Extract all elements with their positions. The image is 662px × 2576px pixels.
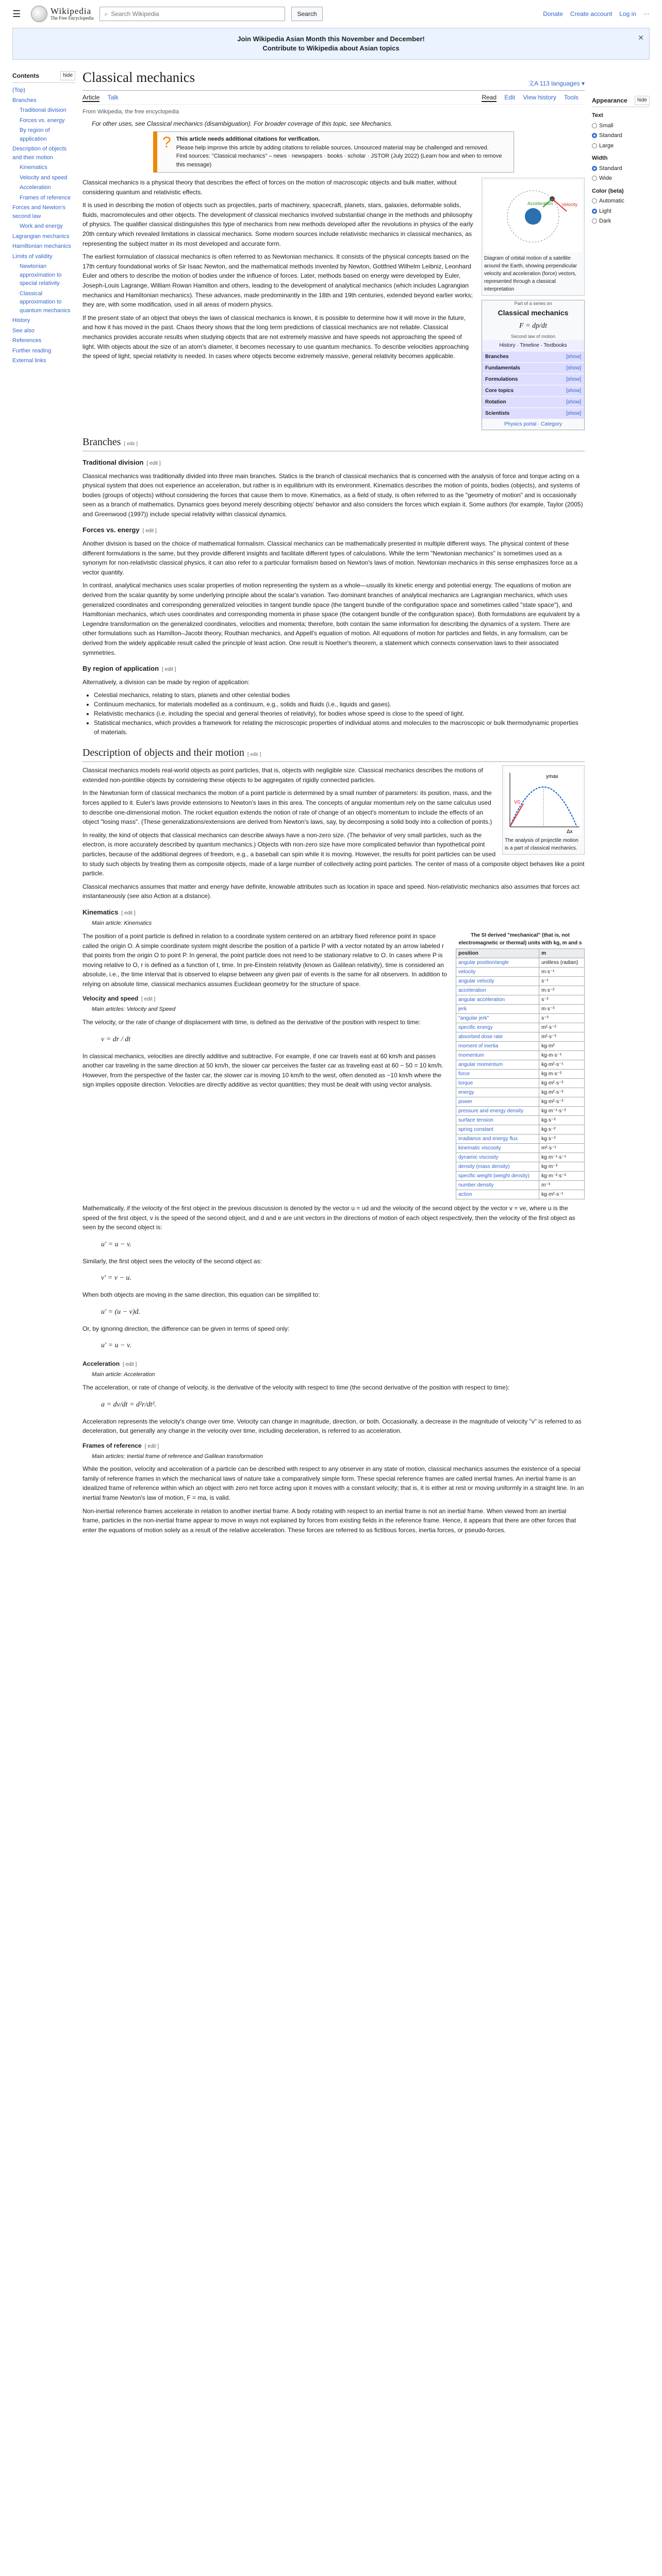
sidebar-row[interactable]: Rotation [show] (482, 396, 584, 408)
figure-caption: Diagram of orbital motion of a satellite around the Earth, showing perpendicular velocity and acceleration (force) vectors, represented through a classical interpretation (484, 256, 577, 292)
table-row: angular velocity s⁻¹ (456, 976, 585, 986)
table-row: momentum kg·m·s⁻¹ (456, 1050, 585, 1060)
table-row: number density m⁻³ (456, 1180, 585, 1190)
toc-item[interactable]: Kinematics (20, 164, 47, 171)
width-standard-option[interactable]: Standard (592, 164, 650, 173)
show-toggle[interactable]: [show] (566, 377, 581, 382)
languages-button[interactable]: 文A 113 languages ▾ (528, 79, 585, 87)
toc-item[interactable]: Lagrangian mechanics (12, 233, 70, 240)
banner-line-2[interactable]: Contribute to Wikipedia about Asian topics (262, 44, 400, 52)
from-wikipedia: From Wikipedia, the free encyclopedia (82, 108, 179, 115)
table-row: jerk m·s⁻³ (456, 1004, 585, 1013)
site-header (0, 0, 662, 28)
toc-item[interactable]: Velocity and speed (20, 174, 68, 181)
toc-item[interactable]: References (12, 337, 42, 344)
v0-label: V0 (514, 800, 521, 806)
toc-item[interactable]: History (12, 317, 30, 324)
tab-talk[interactable]: Talk (107, 93, 119, 101)
show-toggle[interactable]: [show] (566, 411, 581, 416)
tab-history[interactable]: View history (523, 93, 556, 101)
table-row: power kg·m²·s⁻³ (456, 1097, 585, 1106)
toc-item[interactable]: Forces and Newton's second law (12, 205, 65, 219)
table-row: torque kg·m²·s⁻² (456, 1078, 585, 1088)
table-row: specific weight (weight density) kg·m⁻²·s⁻² (456, 1171, 585, 1180)
ymax-label: ymax (546, 774, 558, 780)
section-forces-vs-energy: Forces vs. energy [ edit ] (82, 526, 157, 534)
list-item: • Statistical mechanics, which provides a framework for relating the microscopic properties of individual atoms and molecules to the macroscopic or bulk thermodynamic properties of materials. (94, 718, 585, 737)
width-wide-option[interactable]: Wide (592, 174, 650, 183)
toc-item[interactable]: Hamiltonian mechanics (12, 243, 71, 249)
table-row: angular position/angle unitless (radian) (456, 958, 585, 967)
color-dark-option[interactable]: Dark (592, 217, 650, 226)
region-list (94, 690, 585, 737)
toc-hide-button[interactable]: hide (60, 71, 75, 80)
tab-tools[interactable]: Tools (564, 93, 578, 101)
table-row: absorbed dose rate m²·s⁻³ (456, 1032, 585, 1041)
article-content: Classical mechanics 文A 113 languages ▾ Article Talk Read Edit View history Tools From Wikipedia, the free encyclopedia For other uses, see Classical mechanics (disambiguation). For broader coverage of this topic, see Mechanics. ? This article needs additional citations for verification. Please help improve this article by adding citations to reliable sources. Unsourced material may be challenged and removed. Find sources: "Classical mechanics" – news · newspapers · books · scholar · JSTOR (July 2022) (Learn how and when to remove this message) Velocity Acceleration Diagram of orbital motion of a satellite around the Earth, showing perpendicular velocity and acceleration (force) vectors, represented through a classical interpretation Part of a series on Classical mechanics F = dp/dt Second law of motion History · Timeline · Textbooks Branches [show] Fundamentals [show] Formulations [show] Core topics [show] Rotation [show] Scientists [show] Physics portal · Category Classical mechanics is a physical theory that describes the effect of forces on the motion of macroscopic objects and bulk matter, without considering quantum and relativistic effects. It is used in describing the motion of objects such as projectiles, parts of machinery, spacecraft, planets, stars, galaxies, deformable solids, fluids, macromolecules and other objects. The development of classical mechanics involved substantial change in the methods and philosophy of physics. The qualifier classical distinguishes this type of mechanics from new methods developed after the revolutions in physics of the early 20th century which revealed limitations in classical mechanics. Some modern sources include relativistic mechanics in classical mechanics, as representing the subject matter in its most developed and accurate form. The earliest formulation of classical mechanics is often referred to as Newtonian mechanics. It consists of the physical concepts based on the 17th century foundational works of Sir Isaac Newton, and the mathematical methods invented by Newton, Gottfried Wilhelm Leibniz, Leonhard Euler and others to describe the motion of bodies under the influence of forces. Later, methods based on energy were developed by Euler, Joseph-Louis Lagrange, William Rowan Hamilton and others, leading to the development of analytical mechanics (which includes Lagrangian mechanics and Hamiltonian mechanics). These advances, made predominantly in the 18th and 19th centuries, extended beyond earlier works; they are, with some modification, used in all areas of modern physics. If the present state of an object that obeys the laws of classical mechanics is known, it is possible to determine how it will move in the future, and how it has moved in the past. Chaos theory shows that the long term predictions of classical mechanics are not reliable. Classical mechanics provides accurate results when studying objects that are not extremely massive and have speeds not approaching the speed of light. With objects about the size of an atom's diameter, it becomes necessary to use quantum mechanics. To describe velocities approaching the speed of light, special relativity is needed. In cases where objects become extremely massive, general relativity becomes applicable. Branches [ edit ] Traditional division [ edit ] Classical mechanics was traditionally divided into three main branches. Statics is the branch of classical mechanics that is concerned with the analysis of force and torque acting on a physical system that does not experience an acceleration, but rather is in equilibrium with its environment. Kinematics describes the motion of points, bodies (objects), and systems of bodies (groups of objects) without considering the forces that cause them to move. Kinematics, as a field of study, is often referred to as the "geometry of motion" and is occasionally seen as a branch of mathematics. Dynamics goes beyond merely describing objects' behavior and also considers the forces which explain it. Some authors (for example, Taylor (2005) and Greenwood (1997)) include special relativity within classical dynamics. Forces vs. energy [ edit ] Another division is based on the choice of mathematical formalism. Classical mechanics can be mathematically presented in multiple different ways. The physical content of these different formulations is the same, but they provide different insights and facilitate different types of calculations. While the term "Newtonian mechanics" is sometimes used as a synonym for non-relativistic classical physics, it can also refer to a particular formalism based on Newton's laws of motion. Newtonian mechanics in this sense emphasizes force as a vector quantity. In contrast, analytical mechanics uses scalar properties of motion representing the system as a whole—usually its kinetic energy and potential energy. The equations of motion are derived from the scalar quantity by some underlying principle about the scalar's variation. Two dominant branches of analytical mechanics are Lagrangian mechanics, which uses generalized coordinates and corresponding generalized velocities in tangent bundle space (the tangent bundle of the configuration space and sometimes called "state space"), and Hamiltonian mechanics, which uses coordinates and corresponding momenta in phase space (the cotangent bundle of the configuration space). Both formulations are equivalent by a Legendre transformation on the generalized coordinates, velocities and momenta; therefore, both contain the same information for describing the dynamics of a system. There are other formulations such as Hamilton–Jacobi theory, Routhian mechanics, and Appell's equation of motion. All equations of motion for particles and fields, in any formalism, can be derived from the widely applicable result called the principle of least action. One result is Noether's theorem, a statement which connects conservation laws to their associated symmetries. By region of application [ edit ] Alternatively, a division can be made by region of application: • Celestial mechanics, relating to stars, planets and other celestial bodies • Continuum mechanics, for materials modelled as a continuum, e.g., solids and fluids (i.e., liquids and gases). • Relativistic mechanics (i.e. including the special and general theories of relativity), for bodies whose speed is close to the speed of light. • Statistical mechanics, which provides a framework for relating the microscopic properties of individual atoms and molecules to the macroscopic or bulk thermodynamic properties of materials. Description of objects and their motion [ edit ] ymax V0 Δx The analysis of projectile motion is a part of classical mechanics. Classical mechanics models real-world objects as point particles, that is, objects with negligible size. Classical mechanics describes the motions of extended non-pointlike objects by considering these objects to be aggregates of rigidly connected particles. In the Newtonian form of classical mechanics the motion of a point particle is determined by a small number of parameters: its position, mass, and the forces applied to it. Euler's laws provide extensions to Newton's laws in this area. The concepts of angular momentum rely on the same calculus used to describe one-dimensional motion. The rocket equation extends the notion of rate of change of an object's momentum to include the effects of an object "losing mass". (These generalizations/extensions are derived from Newton's laws, say, by decomposing a solid body into a collection of points.) In reality, the kind of objects that classical mechanics can describe always have a non-zero size. (The behavior of very small particles, such as the electron, is more accurately described by quantum mechanics.) Objects with non-zero size have more complicated behavior than hypothetical point particles, because of the additional degrees of freedom, e.g., a baseball can spin while it is moving. However, the results for point particles can be used to study such objects by treating them as composite objects, made of a large number of collectively acting point particles. The center of mass of a composite object behaves like a point particle. Classical mechanics assumes that matter and energy have definite, knowable attributes such as location in space and speed. Non-relativistic mechanics also assumes that forces act instantaneously (see also Action at a distance). Kinematics [ edit ] Main article: Kinematics The SI derived "mechanical" (that is, not electromagnetic or thermal) units with kg, m and s position m angular position/angle unitless (radian) velocity m·s⁻¹ angular velocity s⁻¹ acceleration m·s⁻² angular acceleration s⁻² jerk m·s⁻³ "angular jerk" s⁻³ specific energy m²·s⁻² absorbed dose rate m²·s⁻³ moment of inertia kg·m² momentum kg·m·s⁻¹ angular momentum kg·m²·s⁻¹ force kg·m·s⁻² torque kg·m²·s⁻² energy kg·m²·s⁻² power kg·m²·s⁻³ pressure and energy density kg·m⁻¹·s⁻² surface tension kg·s⁻² spring constant kg·s⁻² irradiance and energy flux kg·s⁻³ kinematic viscosity m²·s⁻¹ dynamic viscosity kg·m⁻¹·s⁻¹ density (mass density) kg·m⁻³ specific weight (weight density) kg·m⁻²·s⁻² number density m⁻³ action kg·m²·s⁻¹ The position of a point particle is defined in relation to a coordinate system centered on an arbitrary fixed reference point in space called the origin O. A simple coordinate system might describe the position of a particle P with a vector notated by an arrow labeled r that points from the origin O to point P. In general, the point particle does not need to be stationary relative to O. In cases where P is moving relative to O, r is defined as a function of t, time. In pre-Einstein relativity (known as Galilean relativity), time is considered an absolute, i.e., the time interval that is observed to elapse between any given pair of events is the same for all observers. In addition to relying on absolute time, classical mechanics assumes Euclidean geometry for the structure of space. Velocity and speed [ edit ] Main articles: Velocity and Speed The velocity, or the rate of change of displacement with time, is defined as the derivative of the position with respect to time: v = dr / dt In classical mechanics, velocities are directly additive and subtractive. For example, if one car travels east at 60 km/h and passes another car traveling in the same direction at 50 km/h, the slower car perceives the faster car as traveling east at 60 − 50 = 10 km/h. However, from the perspective of the faster car, the slower car is moving 10 km/h to the west, often denoted as −10 km/h where the sign implies opposite direction. Velocities are directly additive as vector quantities; they must be dealt with using vector analysis. Mathematically, if the velocity of the first object in the previous discussion is denoted by the vector u = ud and the velocity of the second object by the vector v = ve, where u is the speed of the first object, v is the speed of the second object, and d and e are unit vectors in the directions of motion of each object respectively, then the velocity of the first object as seen by the second object is: u′ = u − v. Similarly, the first object sees the velocity of the second object as: v′ = v − u. When both objects are moving in the same direction, this equation can be simplified to: u′ = (u − v)d. Or, by ignoring direction, the difference can be given in terms of speed only: u′ = u − v. Acceleration [ edit ] Main article: Acceleration The acceleration, or rate of change of velocity, is the derivative of the velocity with respect to time (the second derivative of the position with respect to time): a = dv/dt = d²r/dt². Acceleration represents the velocity's change over time. Velocity can change in magnitude, direction, or both. Occasionally, a decrease in the magnitude of velocity "v" is referred to as deceleration, but generally any change in the velocity over time, including deceleration, is referred to as acceleration. Frames of reference [ edit ] Main articles: Inertial frame of reference and Galilean transformation While the position, velocity and acceleration of a particle can be described with respect to any observer in any state of motion, classical mechanics assumes the existence of a special family of reference frames in which the mechanical laws of nature take a comparatively simple form. These special reference frames are called inertial frames. An inertial frame is an idealized frame of reference within which an object with zero net force acting upon it moves with a constant velocity; that is, it is either at rest or moving uniformly in a straight line. In an inertial frame Newton's law of motion, F = ma, is valid. Non-inertial reference frames accelerate in relation to another inertial frame. A body rotating with respect to an inertial frame is not an inertial frame. When viewed from an inertial frame, particles in the non-inertial frame appear to move in ways not explained by forces from existing fields in the reference frame. Hence, it appears that there are other forces that enter the equations of motion solely as a result of the relative acceleration. These forces are referred to as fictitious forces, inertia forces, or pseudo-forces. (75, 60, 592, 1538)
wikipedia-logo[interactable] (31, 6, 93, 22)
tab-article[interactable]: Article (82, 93, 100, 101)
toc-item[interactable]: Limits of validity (12, 253, 53, 260)
globe-icon (31, 6, 47, 22)
acceleration-equation: a = dv/dt = d²r/dt². (101, 1400, 157, 1409)
intro-paragraph-4: If the present state of an object that obeys the laws of classical mechanics is known, it is possible to determine how it will move in the future, and how it has moved in the past. Chaos theory shows that the long term predictions of classical mechanics are not reliable. Classical mechanics provides accurate results when studying objects that are not extremely massive and have speeds not approaching the speed of light. With objects about the size of an atom's diameter, it becomes necessary to use quantum mechanics. To describe velocities approaching the speed of light, special relativity is needed. In cases where objects become extremely massive, general relativity becomes applicable. (82, 314, 469, 360)
section-frames: Frames of reference [ edit ] (82, 1442, 159, 1449)
sidebar-row[interactable]: Scientists [show] (482, 408, 584, 419)
color-light-option[interactable]: Light (592, 207, 650, 216)
section-branches: Branches [ edit ] (82, 434, 585, 451)
toc-item[interactable]: Further reading (12, 347, 52, 354)
toc-list (12, 86, 75, 365)
toc-item[interactable]: Work and energy (20, 223, 63, 229)
table-row: "angular jerk" s⁻³ (456, 1013, 585, 1023)
toc-item[interactable]: External links (12, 358, 46, 364)
page-title: Classical mechanics (82, 70, 195, 85)
create-account-link[interactable]: Create account (570, 10, 613, 18)
newton-formula: F = dp/dt (519, 321, 547, 330)
toc-item[interactable]: Frames of reference (20, 194, 71, 201)
table-row: density (mass density) kg·m⁻³ (456, 1162, 585, 1171)
banner-line-1[interactable]: Join Wikipedia Asian Month this November and December! (237, 35, 425, 43)
tagline: The Free Encyclopedia (51, 15, 94, 21)
acceleration-label: Acceleration (527, 201, 553, 206)
intro-paragraph-1: Classical mechanics is a physical theory that describes the effect of forces on the motion of macroscopic objects and bulk matter, without considering quantum and relativistic effects. (82, 179, 457, 196)
search-icon: ⌕ (104, 10, 108, 18)
sidebar-row[interactable]: Core topics [show] (482, 385, 584, 396)
table-row: surface tension kg·s⁻² (456, 1115, 585, 1125)
show-toggle[interactable]: [show] (566, 388, 581, 394)
orbit-figure (482, 178, 585, 296)
color-automatic-option[interactable]: Automatic (592, 197, 650, 206)
close-icon[interactable]: ✕ (638, 33, 644, 42)
main-menu-icon[interactable]: ☰ (12, 8, 21, 19)
appearance-panel: Appearance hide Text Small Standard Large Width Standard Wide Color (beta) Automatic Light Dark (592, 60, 650, 1538)
show-toggle[interactable]: [show] (566, 354, 581, 360)
table-row: force kg·m·s⁻² (456, 1069, 585, 1078)
hatnote: For other uses, see Classical mechanics (disambiguation). For broader coverage of this topic, see Mechanics. (92, 120, 393, 127)
table-row: dynamic viscosity kg·m⁻¹·s⁻¹ (456, 1153, 585, 1162)
table-row: specific energy m²·s⁻² (456, 1023, 585, 1032)
toc-item[interactable]: Classical approximation to quantum mechanics (20, 290, 71, 314)
projectile-figure (502, 765, 585, 855)
dx-label: Δx (567, 829, 573, 835)
section-velocity: Velocity and speed [ edit ] (82, 995, 156, 1003)
toc-item[interactable]: Acceleration (20, 184, 51, 191)
toc-item[interactable]: Forces vs. energy (20, 117, 65, 124)
section-kinematics: Kinematics [ edit ] (82, 908, 136, 916)
more-icon[interactable]: ⋯ (643, 10, 650, 18)
section-by-region: By region of application [ edit ] (82, 665, 176, 673)
section-description: Description of objects and their motion [ edit ] (82, 745, 585, 762)
sidebar-row[interactable]: Formulations [show] (482, 374, 584, 385)
figure-caption: The analysis of projectile motion is a part of classical mechanics. (505, 838, 578, 852)
table-row: pressure and energy density kg·m⁻¹·s⁻² (456, 1106, 585, 1115)
intro-paragraph-3: The earliest formulation of classical mechanics is often referred to as Newtonian mechanics. It consists of the physical concepts based on the 17th century foundational works of Sir Isaac Newton, and the mathematical methods invented by Newton, Gottfried Wilhelm Leibniz, Leonhard Euler and others to describe the motion of bodies under the influence of forces. Later, methods based on energy were developed by Euler, Joseph-Louis Lagrange, William Rowan Hamilton and others, leading to the development of analytical mechanics (which includes Lagrangian mechanics and Hamiltonian mechanics). These advances, made predominantly in the 18th and 19th centuries, extended beyond earlier works; they are, with some modification, used in all areas of modern physics. (82, 253, 473, 309)
tab-read[interactable]: Read (482, 93, 496, 101)
wordmark: Wikipedia (51, 6, 92, 16)
user-links (543, 9, 650, 19)
toc-item[interactable]: Newtonian approximation to special relativity (20, 263, 62, 286)
table-row: action kg·m²·s⁻¹ (456, 1190, 585, 1199)
velocity-label: Velocity (561, 202, 578, 207)
table-row: irradiance and energy flux kg·s⁻³ (456, 1134, 585, 1143)
list-item: • Relativistic mechanics (i.e. including the special and general theories of relativity), for bodies whose speed is close to the speed of light. (94, 709, 585, 718)
show-toggle[interactable]: [show] (566, 399, 581, 405)
table-row: energy kg·m²·s⁻² (456, 1088, 585, 1097)
sidebar-row[interactable]: Fundamentals [show] (482, 362, 584, 374)
table-row: kinematic viscosity m²·s⁻¹ (456, 1143, 585, 1153)
text-standard-option[interactable]: Standard (592, 131, 650, 140)
si-units-table: The SI derived "mechanical" (that is, not electromagnetic or thermal) units with kg, m and s position m angular position/angle unitless (radian) velocity m·s⁻¹ angular velocity s⁻¹ acceleration m·s⁻² angular acceleration s⁻² jerk m·s⁻³ "angular jerk" s⁻³ specific energy m²·s⁻² absorbed dose rate m²·s⁻³ moment of inertia kg·m² momentum kg·m·s⁻¹ angular momentum kg·m²·s⁻¹ force kg·m·s⁻² torque kg·m²·s⁻² energy kg·m²·s⁻² power kg·m²·s⁻³ pressure and energy density kg·m⁻¹·s⁻² surface tension kg·s⁻² spring constant kg·s⁻² irradiance and energy flux kg·s⁻³ kinematic viscosity m²·s⁻¹ dynamic viscosity kg·m⁻¹·s⁻¹ density (mass density) kg·m⁻³ specific weight (weight density) kg·m⁻²·s⁻² number density m⁻³ action kg·m²·s⁻¹ (456, 930, 585, 1199)
list-item: • Celestial mechanics, relating to stars, planets and other celestial bodies (94, 690, 585, 700)
tab-edit[interactable]: Edit (504, 93, 516, 101)
donate-link[interactable]: Donate (543, 10, 563, 18)
toc-item[interactable]: Branches (12, 97, 37, 104)
translate-icon: 文A (528, 79, 540, 87)
login-link[interactable]: Log in (619, 10, 636, 18)
search-input[interactable]: ⌕ Search Wikipedia (100, 7, 285, 21)
orbit-diagram (484, 180, 582, 252)
projectile-diagram (505, 768, 582, 835)
toc-item[interactable]: Description of objects and their motion (12, 146, 67, 161)
toc-item[interactable]: (Top) (12, 87, 26, 93)
table-row: velocity m·s⁻¹ (456, 967, 585, 976)
question-book-icon: ? (162, 134, 171, 151)
table-row: angular momentum kg·m²·s⁻¹ (456, 1060, 585, 1069)
toc-item[interactable]: By region of application (20, 127, 50, 142)
toc-item[interactable]: Traditional division (20, 107, 67, 113)
series-sidebar: Part of a series on Classical mechanics F = dp/dt Second law of motion History · Timeline · Textbooks Branches [show] Fundamentals [show] Formulations [show] Core topics [show] Rotation [show] Scientists [show] Physics portal · Category (482, 300, 585, 430)
sidebar-row[interactable]: Branches [show] (482, 351, 584, 362)
table-row: angular acceleration s⁻² (456, 995, 585, 1004)
intro-paragraph-2: It is used in describing the motion of objects such as projectiles, parts of machinery, spacecraft, planets, stars, galaxies, deformable solids, fluids, macromolecules and other objects. The development of classical mechanics involved substantial change in the methods and philosophy of physics. The qualifier classical distinguishes this type of mechanics from new methods developed after the revolutions in physics of the early 20th century which revealed limitations in classical mechanics. Some modern sources include relativistic mechanics in classical mechanics, as representing the subject matter in its most developed and accurate form. (82, 201, 473, 247)
table-row: moment of inertia kg·m² (456, 1041, 585, 1050)
table-of-contents: Contents hide (Top) Branches Traditional division Forces vs. energy By region of application Description of objects and their motion Kinematics Velocity and speed Acceleration Frames of reference Forces and Newton's second law Work and energy Lagrangian mechanics Hamiltonian mechanics Limits of validity Newtonian approximation to special relativity Classical approximation to quantum mechanics History See also References Further reading External links (12, 60, 75, 1538)
search-button[interactable]: Search (291, 7, 322, 21)
table-row: acceleration m·s⁻² (456, 986, 585, 995)
show-toggle[interactable]: [show] (566, 365, 581, 371)
velocity-equation: v = dr / dt (101, 1035, 130, 1043)
appearance-hide-button[interactable]: hide (635, 96, 650, 105)
section-acceleration: Acceleration [ edit ] (82, 1360, 137, 1368)
citation-notice: ? This article needs additional citations for verification. Please help improve this article by adding citations to reliable sources. Unsourced material may be challenged and removed. Find sources: "Classical mechanics" – news · newspapers · books · scholar · JSTOR (July 2022) (Learn how and when to remove this message) (153, 131, 514, 173)
section-traditional-division: Traditional division [ edit ] (82, 459, 161, 466)
toc-item[interactable]: See also (12, 327, 35, 334)
text-large-option[interactable]: Large (592, 142, 650, 150)
campaign-banner (12, 28, 650, 60)
list-item: • Continuum mechanics, for materials modelled as a continuum, e.g., solids and fluids (i.e., liquids and gases). (94, 700, 585, 709)
table-row: spring constant kg·s⁻² (456, 1125, 585, 1134)
text-small-option[interactable]: Small (592, 122, 650, 130)
